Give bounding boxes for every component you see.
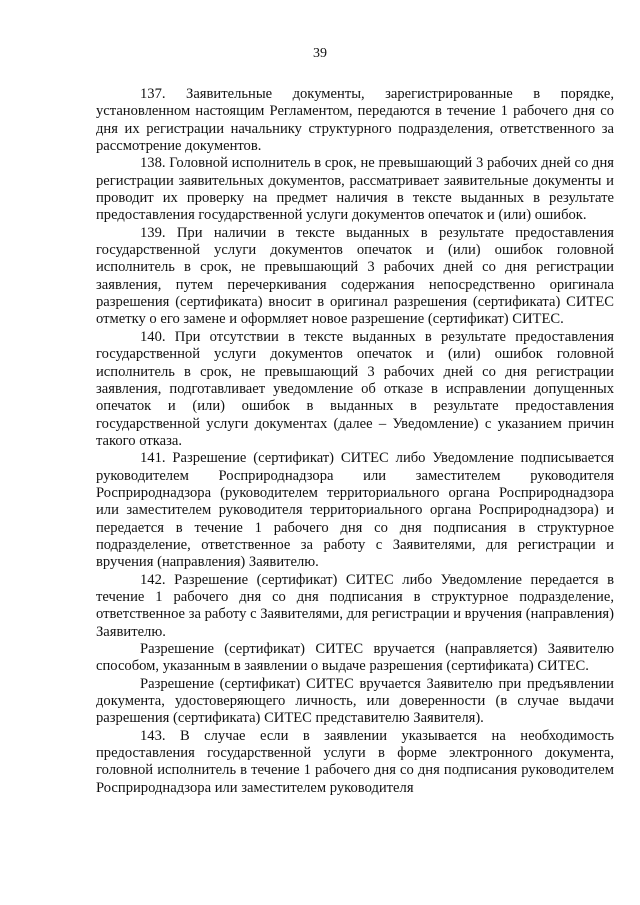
- paragraph-142: 142. Разрешение (сертификат) СИТЕС либо Уведомление передается в течение 1 рабочего дня со дня подписания в структурное подразделение, ответственное за работу с Заявителями, для регистрации и вручения (направления) Заявителю.: [96, 571, 614, 640]
- paragraph-142-delivery-identity: Разрешение (сертификат) СИТЕС вручается Заявителю при предъявлении документа, удостоверяющего личность, или доверенности (в случае выдачи разрешения (сертификата) СИТЕС представителю Заявителя).: [96, 675, 614, 727]
- paragraph-137: 137. Заявительные документы, зарегистрированные в порядке, установленном настоящим Регламентом, передаются в течение 1 рабочего дня со дня их регистрации начальнику структурного подразделения, ответственного за рассмотрение документов.: [96, 86, 614, 155]
- page-number: 39: [313, 46, 327, 61]
- paragraph-143: 143. В случае если в заявлении указывается на необходимость предоставления государственной услуги в форме электронного документа, головной исполнитель в течение 1 рабочего дня со дня подписания руководителем Росприроднадзора или заместителем руководителя: [96, 727, 614, 796]
- document-body: [96, 86, 614, 797]
- paragraph-139: 139. При наличии в тексте выданных в результате предоставления государственной услуги документов опечаток и (или) ошибок головной исполнитель в срок, не превышающий 3 рабочих дней со дня регистрации заявления, путем перечеркивания содержания непосредственно оригинала разрешения (сертификата) вносит в оригинал разрешения (сертификата) СИТЕС отметку о его замене и оформляет новое разрешение (сертификат) СИТЕС.: [96, 224, 614, 328]
- paragraph-140: 140. При отсутствии в тексте выданных в результате предоставления государственной услуги документов опечаток и (или) ошибок головной исполнитель в срок, не превышающий 3 рабочих дней со дня регистрации заявления, подготавливает уведомление об отказе в исправлении допущенных опечаток и (или) ошибок в выданных в результате предоставления государственной услуги документах (далее – Уведомление) с указанием причин такого отказа.: [96, 328, 614, 449]
- paragraph-141: 141. Разрешение (сертификат) СИТЕС либо Уведомление подписывается руководителем Росприроднадзора или заместителем руководителя Росприроднадзора (руководителем территориального органа Росприроднадзора или заместителем руководителя территориального органа Росприроднадзора) и передается в течение 1 рабочего дня со дня подписания в структурное подразделение, ответственное за работу с Заявителями, для регистрации и вручения (направления) Заявителю.: [96, 450, 614, 571]
- paragraph-142-delivery-method: Разрешение (сертификат) СИТЕС вручается (направляется) Заявителю способом, указанным в заявлении о выдаче разрешения (сертификата) СИТЕС.: [96, 641, 614, 675]
- paragraph-138: 138. Головной исполнитель в срок, не превышающий 3 рабочих дней со дня регистрации заявительных документов, рассматривает заявительные документы и проводит их проверку на предмет наличия в тексте выданных в результате предоставления государственной услуги документов опечаток и (или) ошибок.: [96, 155, 614, 224]
